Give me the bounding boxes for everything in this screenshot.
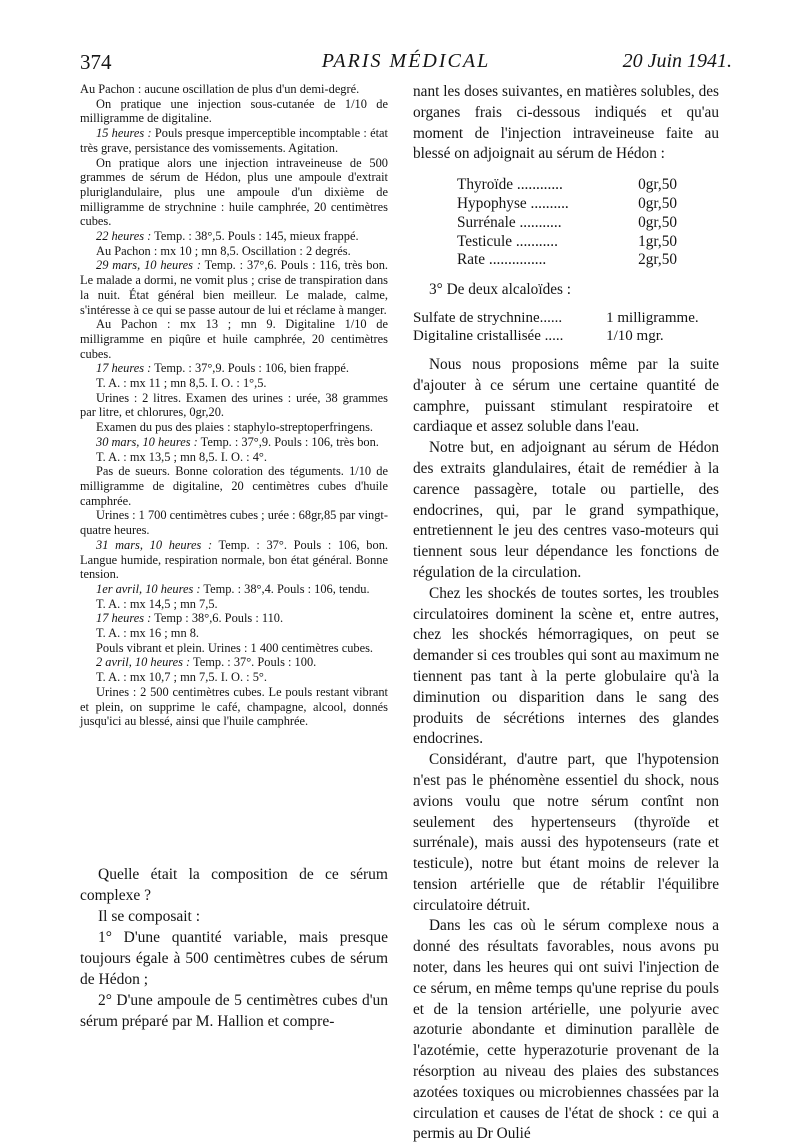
note-paragraph: On pratique alors une injection intraveineuse de 500 grammes de sérum de Hédon, plus une ampoule d'extrait pluriglandulaire, plus une ampoule d'un dixième de milligramme de strychnine : huile camphrée, 20 centimètres cubes. [80, 155, 388, 229]
organ-name: Thyroïde [457, 176, 514, 194]
journal-title: PARIS MÉDICAL [321, 50, 491, 72]
page-number: 374 [80, 50, 112, 74]
table-row: Testicule ........... 1gr,50 [457, 232, 677, 250]
body-paragraph: Dans les cas où le sérum complexe nous a donné des résultats favorables, nous avons pu noter, dans les heures qui ont suivi l'injection de ce sérum, en même temps qu'une reprise du pouls et de la tension artérielle, une polyurie avec azoturie abondante et diminution parallèle de l'azotémie, cette hyperazoturie provenant de la résorption au niveau des plaies des substances azotées toxiques ou microbiennes chassées par la circulation et causes de l'état de shock : ce qui a permis au Dr Oulié [413, 917, 719, 1143]
note-paragraph: Urines : 2 500 centimètres cubes. Le pouls restant vibrant et plein, on supprime le café, champagne, alcool, donnés jusqu'ici au blessé, ainsi que l'huile camphrée. [80, 684, 388, 729]
page-header [80, 50, 732, 76]
note-paragraph: 17 heures : Temp. : 37°,9. Pouls : 106, bien frappé. [96, 361, 349, 376]
organ-dose: 0gr,50 [638, 194, 677, 212]
note-time: 29 mars, 10 heures : [96, 258, 201, 273]
table-row: Rate ............... 2gr,50 [457, 251, 677, 269]
organ-name: Rate [457, 251, 486, 269]
note-time: 30 mars, 10 heures : [96, 434, 198, 449]
note-paragraph: Examen du pus des plaies : staphylo-streptoperfringens. [96, 420, 374, 435]
organ-name: Hypophyse [457, 194, 527, 212]
note-paragraph: Au Pachon : mx 13 ; mn 9. Digitaline 1/10 de milligramme en piqûre et huile camphrée, 20 centimètres cubes. [80, 317, 388, 361]
alkaloid-name: Digitaline cristallisée ..... [413, 327, 564, 344]
body-paragraph: Chez les shockés de toutes sortes, les troubles circulatoires dominent la scène et, entre autres, chez les shockés hémorragiques, on peut se demander si ces troubles qui sont au maximum ne tiennent pas tant à la perte globulaire qu'à la diminution ou disparition dans le sang des produits de sécrétions internes des glandes endocrines. [413, 584, 719, 748]
note-time: 17 heures : [96, 361, 152, 376]
organ-dose: 1gr,50 [638, 232, 677, 250]
note-paragraph: 31 mars, 10 heures : Temp. : 37°. Pouls : 106, bon. Langue humide, respiration normale, bon état général. Bonne tension. [80, 537, 388, 582]
note-paragraph: Au Pachon : mx 10 ; mn 8,5. Oscillation : 2 degrés. [96, 243, 351, 258]
table-row: Hypophyse .......... 0gr,50 [457, 194, 677, 212]
organ-name: Testicule [457, 232, 512, 250]
note-paragraph: Pouls vibrant et plein. Urines : 1 400 centimètres cubes. [96, 640, 374, 655]
note-time: 1er avril, 10 heures : [96, 581, 201, 596]
note-time: 22 heures : [96, 229, 152, 244]
table-row: Thyroïde ............ 0gr,50 [457, 176, 677, 194]
note-paragraph: On pratique une injection sous-cutanée de 1/10 de milligramme de digitaline. [80, 96, 388, 126]
alkaloid-table [413, 309, 719, 345]
note-paragraph: T. A. : mx 10,7 ; mn 7,5. I. O. : 5°. [96, 670, 267, 685]
note-paragraph: 15 heures : Pouls presque imperceptible incomptable : état très grave, persistance des vomissements. Agitation. [80, 126, 388, 155]
body-paragraph: 3° De deux alcaloïdes : [429, 281, 572, 299]
note-paragraph: 30 mars, 10 heures : Temp. : 37°,9. Pouls : 106, très bon. [96, 434, 379, 449]
body-paragraph: Nous nous proposions même par la suite d'ajouter à ce sérum une certaine quantité de camphre, puissant stimulant respiratoire et cardiaque et assez soluble dans l'eau. [413, 355, 719, 436]
body-paragraph: 1° D'une quantité variable, mais presque toujours égale à 500 centimètres cubes de sérum de Hédon ; [80, 929, 388, 988]
alkaloid-dose: 1 milligramme. [606, 309, 699, 326]
body-paragraph: Notre but, en adjoignant au sérum de Hédon des extraits glandulaires, était de remédier à la carence passagère, totale ou partielle, des endocrines, qui, par le grand sympathique, entretiennent le jeu des centres vaso-moteurs qui tiennent sous leur dépendance les fonctions de régulation de la circulation. [413, 439, 719, 581]
note-paragraph: Urines : 2 litres. Examen des urines : urée, 38 grammes par litre, et chlorures, 0gr,20. [80, 390, 388, 420]
table-row: Surrénale ........... 0gr,50 [457, 213, 677, 231]
organ-dose-table [457, 176, 677, 270]
note-paragraph: 22 heures : Temp. : 38°,5. Pouls : 145, mieux frappé. [96, 229, 359, 244]
note-paragraph: T. A. : mx 11 ; mn 8,5. I. O. : 1°,5. [96, 376, 267, 391]
alkaloid-dose: 1/10 mgr. [606, 327, 664, 344]
note-paragraph: 2 avril, 10 heures : Temp. : 37°. Pouls : 100. [96, 655, 317, 670]
note-paragraph: Au Pachon : aucune oscillation de plus d'un demi-degré. [80, 82, 360, 96]
body-paragraph: Considérant, d'autre part, que l'hypotension n'est pas le phénomène essentiel du shock, nous avions voulu que notre sérum contînt non seulement des hypertenseurs (thyroïde et surrénale), mais aussi des hypotenseurs (rate et testicule), notre but étant moins de relever la tension artérielle que de rétablir l'équilibre circulatoire détruit. [413, 751, 719, 914]
note-time: 2 avril, 10 heures : [96, 655, 191, 670]
organ-dose: 0gr,50 [638, 213, 677, 231]
body-paragraph: Quelle était la composition de ce sérum complexe ? [80, 866, 388, 904]
organ-dose: 0gr,50 [638, 176, 677, 194]
note-paragraph: T. A. : mx 14,5 ; mn 7,5. [96, 596, 218, 611]
table-row [413, 309, 719, 327]
table-row [413, 327, 719, 345]
note-time: 31 mars, 10 heures : [96, 537, 213, 552]
note-time: 15 heures : [96, 126, 152, 141]
organ-name: Surrénale [457, 213, 516, 231]
note-paragraph: 1er avril, 10 heures : Temp. : 38°,4. Pouls : 106, tendu. [96, 581, 370, 596]
body-paragraph: 2° D'une ampoule de 5 centimètres cubes d'un sérum préparé par M. Hallion et compre- [80, 992, 388, 1030]
body-paragraph: Il se composait : [98, 908, 201, 925]
body-paragraph: nant les doses suivantes, en matières solubles, des organes frais ci-dessous indiqués et qu'au moment de l'injection intraveineuse faite au blessé on adjoignait au sérum de Hédon : [413, 83, 719, 163]
note-paragraph: T. A. : mx 16 ; mn 8. [96, 626, 200, 641]
right-column-text [413, 82, 719, 1145]
note-paragraph: Urines : 1 700 centimètres cubes ; urée : 68gr,85 par vingt-quatre heures. [80, 508, 388, 538]
note-paragraph: T. A. : mx 13,5 ; mn 8,5. I. O. : 4°. [96, 449, 267, 464]
alkaloid-name: Sulfate de strychnine...... [413, 309, 563, 326]
note-time: 17 heures : [96, 611, 152, 626]
left-column-serum-composition [80, 864, 388, 1032]
issue-date: 20 Juin 1941. [622, 50, 732, 72]
note-paragraph: 29 mars, 10 heures : Temp. : 37°,6. Pouls : 116, très bon. Le malade a dormi, ne vomit plus ; crise de transpiration dans la nuit. État général bien meilleur. Le malade, calme, s'intéresse à ce qui se passe autour de lui et réclame à manger. [80, 258, 388, 317]
left-column-clinical-notes [80, 82, 388, 729]
note-paragraph: 17 heures : Temp : 38°,6. Pouls : 110. [96, 611, 284, 626]
note-paragraph: Pas de sueurs. Bonne coloration des téguments. 1/10 de milligramme de digitaline, 20 centimètres cubes d'huile camphrée. [80, 464, 388, 508]
organ-dose: 2gr,50 [638, 251, 677, 269]
